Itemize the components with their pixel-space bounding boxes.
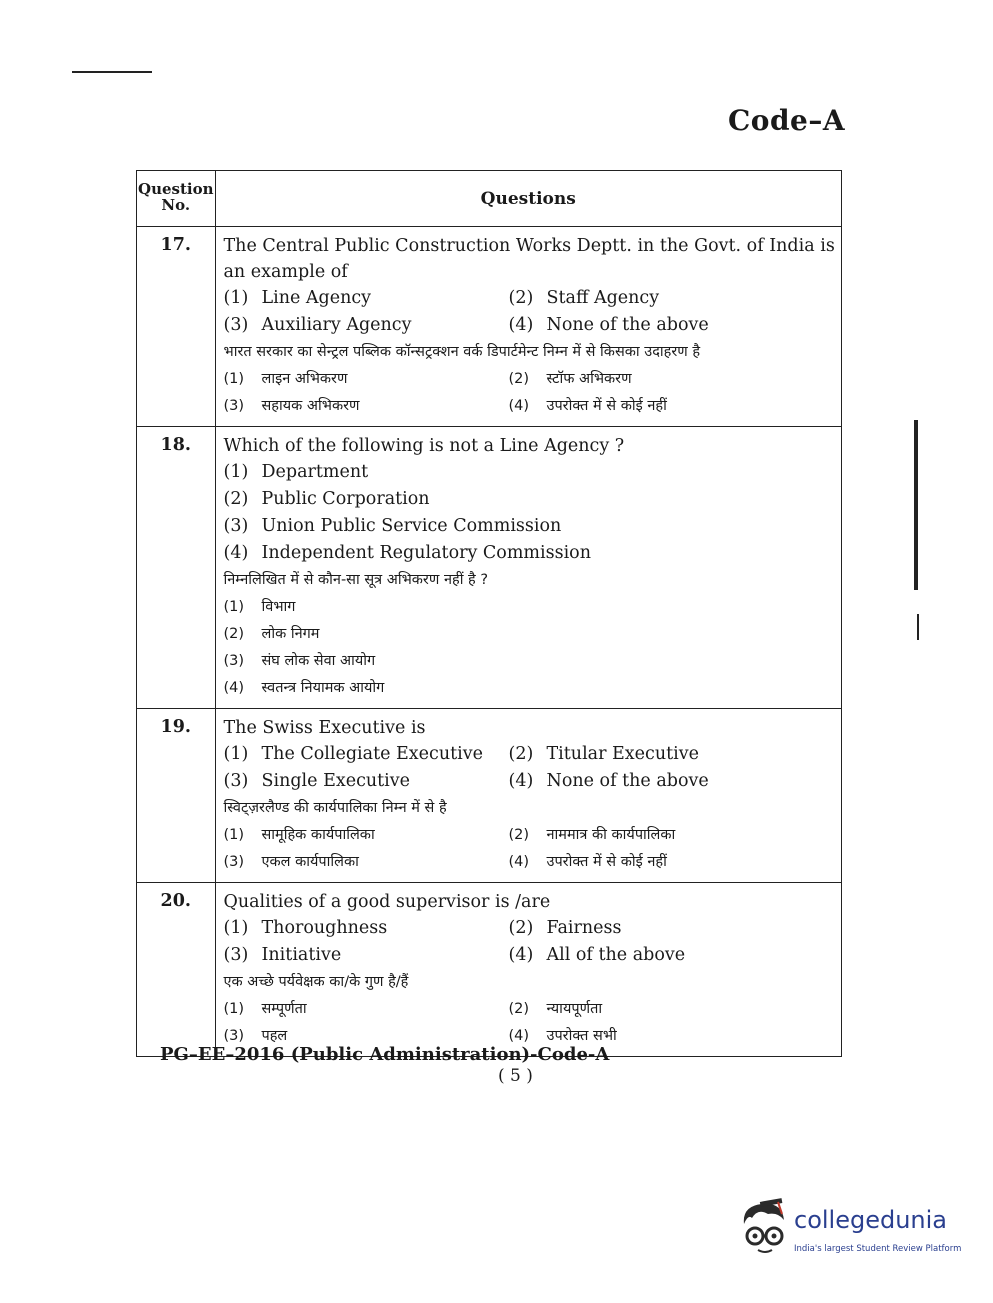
option-item: (1) विभाग <box>223 599 296 615</box>
question-table <box>136 170 842 1057</box>
option-item: (2) लोक निगम <box>223 626 320 642</box>
collegedunia-watermark <box>738 1198 962 1262</box>
scan-margin-mark <box>917 614 919 640</box>
question-stem-en: The Central Public Construction Works Deptt. in the Govt. of India is an example of <box>223 236 835 282</box>
question-body <box>215 427 842 709</box>
option-item: (4) स्वतन्त्र नियामक आयोग <box>223 680 385 696</box>
option-item: (1) Thoroughness <box>223 918 388 938</box>
question-stem-hi: भारत सरकार का सेन्ट्रल पब्लिक कॉन्सट्रक्शन वर्क डिपार्टमेन्ट निम्न में से किसका उदाहरण है <box>223 344 701 360</box>
option-item: (4) None of the above <box>508 315 709 335</box>
paper-code: Code–A <box>728 104 846 137</box>
options-en <box>224 459 836 567</box>
option-item: (3) एकल कार्यपालिका <box>223 854 359 870</box>
col-questions: Questions <box>215 171 842 227</box>
question-body <box>215 709 842 883</box>
page-number: ( 5 ) <box>498 1066 533 1086</box>
footer-code-line: PG–EE–2016 (Public Administration)-Code-A <box>160 1044 610 1065</box>
question-stem-en: Qualities of a good supervisor is /are <box>223 892 551 912</box>
top-rule <box>72 71 152 73</box>
options-en <box>224 915 836 969</box>
question-number: 19. <box>137 709 216 883</box>
option-item: (3) Single Executive <box>223 771 411 791</box>
option-item: (2) न्यायपूर्णता <box>508 1001 603 1017</box>
question-stem-hi: एक अच्छे पर्यवेक्षक का/के गुण है/हैं <box>223 974 409 990</box>
option-item: (4) All of the above <box>508 945 686 965</box>
option-item: (3) पहल <box>223 1028 288 1044</box>
option-item: (4) None of the above <box>508 771 709 791</box>
options-en <box>224 285 836 339</box>
brand-name: collegedunia <box>794 1206 948 1234</box>
options-hi <box>224 822 836 876</box>
option-item: (2) स्टॉफ अभिकरण <box>508 371 632 387</box>
option-item: (1) सामूहिक कार्यपालिका <box>223 827 375 843</box>
question-number: 17. <box>137 227 216 427</box>
option-item: (2) नाममात्र की कार्यपालिका <box>508 827 676 843</box>
options-hi <box>224 594 836 702</box>
option-item: (4) उपरोक्त सभी <box>508 1028 617 1044</box>
scan-margin-mark <box>914 420 918 590</box>
question-body <box>215 883 842 1057</box>
option-item: (4) Independent Regulatory Commission <box>223 543 591 563</box>
option-item: (3) Initiative <box>223 945 342 965</box>
question-stem-en: The Swiss Executive is <box>223 718 426 738</box>
options-hi <box>224 366 836 420</box>
options-en <box>224 741 836 795</box>
mascot-icon <box>738 1198 792 1258</box>
question-stem-en: Which of the following is not a Line Agency ? <box>223 436 625 456</box>
table-header-row <box>137 171 842 227</box>
option-item: (1) सम्पूर्णता <box>223 1001 307 1017</box>
question-number: 18. <box>137 427 216 709</box>
option-item: (3) सहायक अभिकरण <box>223 398 360 414</box>
option-item: (4) उपरोक्त में से कोई नहीं <box>508 854 667 870</box>
option-item: (2) Titular Executive <box>508 744 699 764</box>
option-item: (3) Union Public Service Commission <box>223 516 562 536</box>
options-hi <box>224 996 836 1050</box>
option-item: (2) Staff Agency <box>508 288 660 308</box>
option-item: (1) लाइन अभिकरण <box>223 371 348 387</box>
question-number: 20. <box>137 883 216 1057</box>
option-item: (2) Fairness <box>508 918 622 938</box>
question-stem-hi: स्विट्ज़रलैण्ड की कार्यपालिका निम्न में से है <box>223 800 447 816</box>
option-item: (1) Line Agency <box>223 288 372 308</box>
question-row-19 <box>137 709 842 883</box>
question-row-17 <box>137 227 842 427</box>
option-item: (2) Public Corporation <box>223 489 430 509</box>
question-row-18 <box>137 427 842 709</box>
question-body <box>215 227 842 427</box>
option-item: (1) The Collegiate Executive <box>223 744 483 764</box>
option-item: (3) संघ लोक सेवा आयोग <box>223 653 376 669</box>
brand-tagline: India's largest Student Review Platform <box>794 1244 962 1254</box>
option-item: (4) उपरोक्त में से कोई नहीं <box>508 398 667 414</box>
option-item: (3) Auxiliary Agency <box>223 315 412 335</box>
col-question-no: Question No. <box>137 171 216 227</box>
question-row-20 <box>137 883 842 1057</box>
option-item: (1) Department <box>223 462 369 482</box>
question-stem-hi: निम्नलिखित में से कौन-सा सूत्र अभिकरण नहीं है ? <box>223 572 489 588</box>
